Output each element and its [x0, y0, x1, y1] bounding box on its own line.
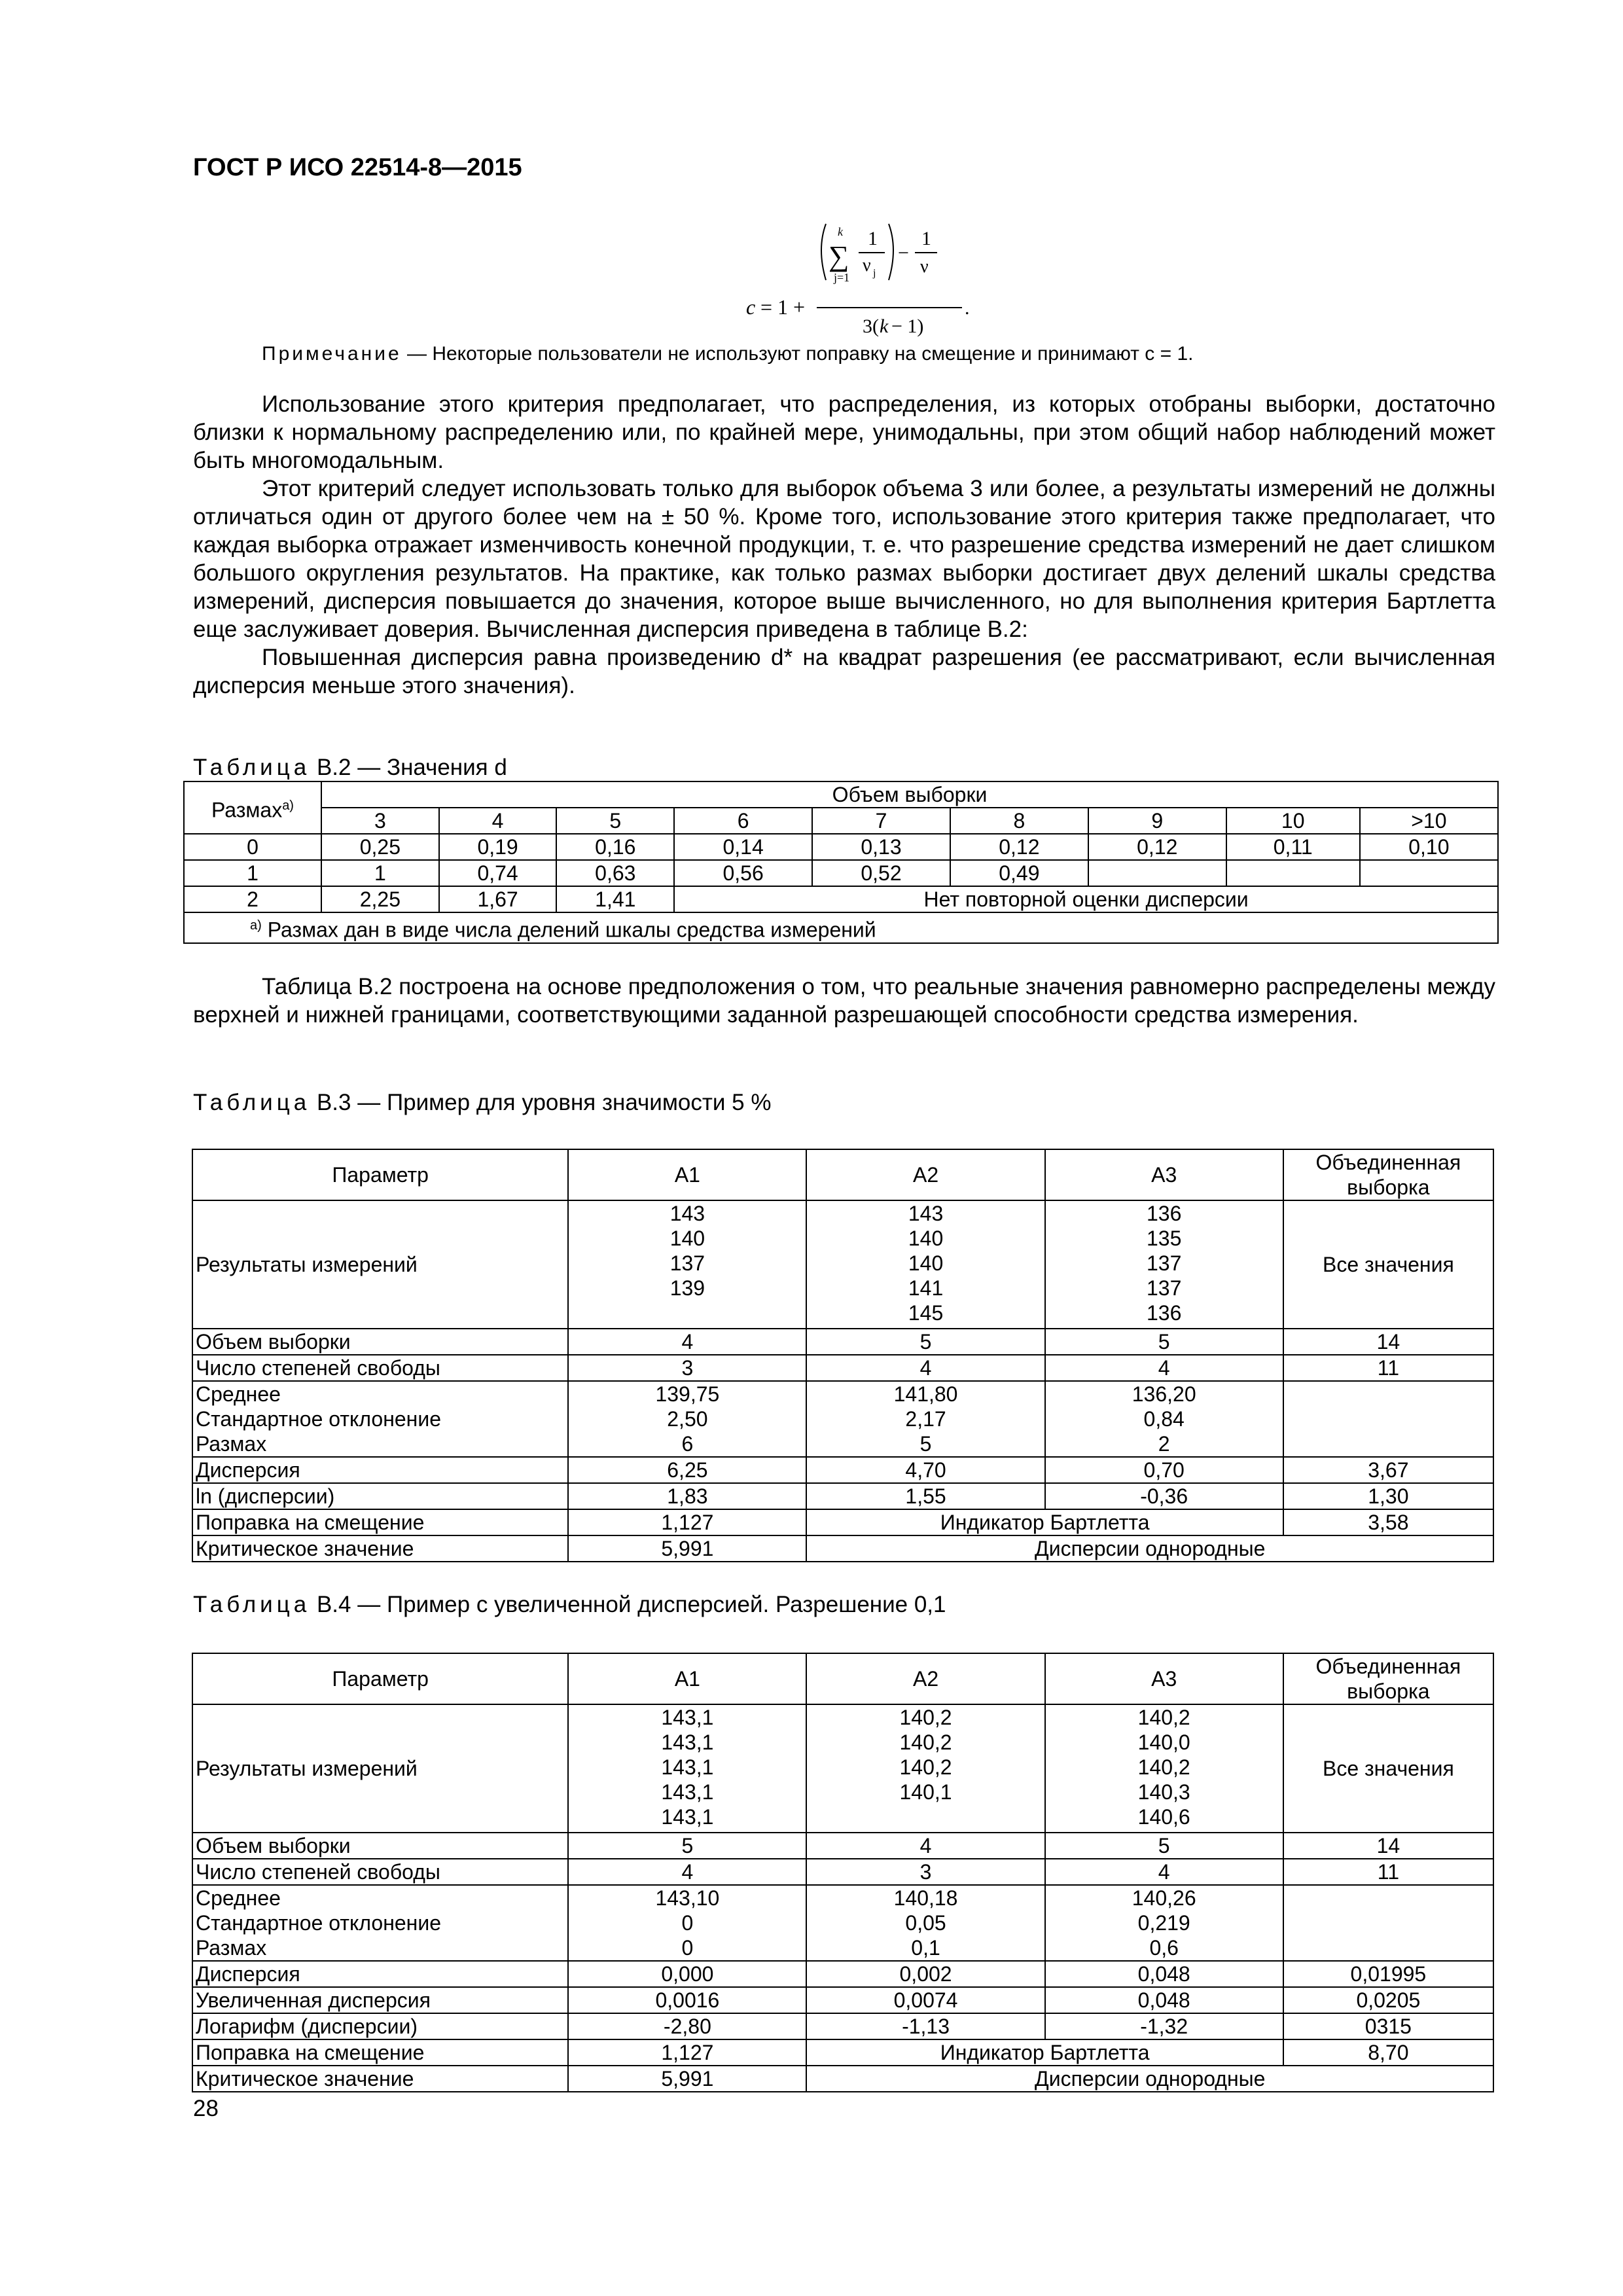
cell-line: 140,0 [1137, 1731, 1190, 1754]
cell-line: 141 [908, 1276, 944, 1300]
table-cell [1283, 1381, 1493, 1457]
table-cell [806, 1704, 1044, 1833]
row-label: Результаты измерений [192, 1704, 568, 1833]
table-cell: 0,52 [812, 860, 950, 886]
row-label: Результаты измерений [192, 1200, 568, 1329]
table-cell: 5,991 [568, 2066, 806, 2092]
row-label: ln (дисперсии) [192, 1483, 568, 1509]
table-cell: 5 [568, 1833, 806, 1859]
column-header: А2 [806, 1149, 1044, 1200]
cell-line: 136 [1146, 1301, 1182, 1325]
row-label: Логарифм (дисперсии) [192, 2013, 568, 2039]
column-header: 3 [321, 808, 439, 834]
table-cell: 3 [568, 1355, 806, 1381]
table-cell: 1,83 [568, 1483, 806, 1509]
row-label: Число степеней свободы [192, 1355, 568, 1381]
table-row [192, 1704, 1493, 1833]
table-cell: 0,10 [1360, 834, 1498, 860]
svg-text:1: 1 [868, 228, 878, 249]
table-cell: 1,55 [806, 1483, 1044, 1509]
table-cell: 11 [1283, 1355, 1493, 1381]
page-number: 28 [193, 2096, 219, 2121]
table-cell: 0,0074 [806, 1987, 1044, 2013]
cell-line: 137 [1146, 1276, 1182, 1300]
table-row [192, 1457, 1493, 1483]
cell-line: 0,219 [1137, 1911, 1190, 1935]
cell-line: 140 [908, 1251, 944, 1275]
table-row [192, 1859, 1493, 1885]
row-label: Объем выборки [192, 1833, 568, 1859]
row-label: Число степеней свободы [192, 1859, 568, 1885]
table-cell: -0,36 [1045, 1483, 1283, 1509]
row-label: Объем выборки [192, 1329, 568, 1355]
table-cell: 3,67 [1283, 1457, 1493, 1483]
table-cell [1045, 1704, 1283, 1833]
cell-line: 135 [1146, 1227, 1182, 1250]
row-label: Критическое значение [192, 2066, 568, 2092]
svg-text:j: j [873, 268, 876, 279]
svg-text:1: 1 [921, 228, 931, 249]
svg-text:− 1): − 1) [891, 315, 924, 337]
cell-line: 143,1 [661, 1706, 714, 1729]
table-b4-caption: Таблица В.4 — Пример с увеличенной дисперсией. Разрешение 0,1 [193, 1592, 946, 1617]
table-cell: Все значения [1283, 1704, 1493, 1833]
table-cell: 0,01995 [1283, 1961, 1493, 1987]
cell-line: 140,2 [899, 1755, 952, 1779]
table-row [192, 1483, 1493, 1509]
cell-line: 136 [1146, 1202, 1182, 1225]
cell-line: 2 [1158, 1432, 1170, 1456]
table-row [192, 1885, 1493, 1961]
cell-line: 140,3 [1137, 1780, 1190, 1804]
table-cell: 4 [1045, 1355, 1283, 1381]
table-row [192, 1653, 1493, 1704]
cell-line: 139,75 [655, 1382, 720, 1406]
row-label: Дисперсия [192, 1961, 568, 1987]
cell-line: 140,2 [1137, 1706, 1190, 1729]
column-header: 7 [812, 808, 950, 834]
table-cell [568, 1381, 806, 1457]
merged-cell: Дисперсии однородные [806, 1535, 1493, 1562]
table-cell: 2,25 [321, 886, 439, 912]
svg-text:ν: ν [863, 255, 871, 276]
body-text [193, 390, 1495, 700]
table-cell: -2,80 [568, 2013, 806, 2039]
table-cell: 0,74 [439, 860, 557, 886]
merged-cell: Нет повторной оценки дисперсии [674, 886, 1498, 912]
column-header: 9 [1088, 808, 1226, 834]
column-header: >10 [1360, 808, 1498, 834]
column-header: Параметр [192, 1653, 568, 1704]
razmah-header: Размах$^{а)}$ [184, 781, 321, 834]
table-cell [1045, 1200, 1283, 1329]
svg-text:∑: ∑ [829, 240, 849, 272]
column-header: 5 [556, 808, 674, 834]
row-label [192, 1381, 568, 1457]
body-text-2 [193, 973, 1495, 1029]
table-cell: 14 [1283, 1833, 1493, 1859]
table-cell: 3,58 [1283, 1509, 1493, 1535]
table-cell: 0,0205 [1283, 1987, 1493, 2013]
table-cell: -1,32 [1045, 2013, 1283, 2039]
table-cell [1226, 860, 1360, 886]
column-header: 4 [439, 808, 557, 834]
table-cell: 0,19 [439, 834, 557, 860]
cell-line: 6 [681, 1432, 694, 1456]
table-cell: 1,127 [568, 1509, 806, 1535]
table-cell: 6,25 [568, 1457, 806, 1483]
svg-text:j=1: j=1 [834, 271, 850, 284]
table-cell: 0,002 [806, 1961, 1044, 1987]
note-text: — Некоторые пользователи не используют поправку на смещение и принимают c = 1. [401, 343, 1194, 365]
table-row [192, 1833, 1493, 1859]
cell-line: 143 [669, 1202, 705, 1225]
document-header: ГОСТ Р ИСО 22514-8—2015 [193, 154, 522, 181]
table-row [192, 2013, 1493, 2039]
row-label: Поправка на смещение [192, 2039, 568, 2066]
column-header: А3 [1045, 1653, 1283, 1704]
table-cell: 0,70 [1045, 1457, 1283, 1483]
table-row [192, 1535, 1493, 1562]
table-cell [806, 1381, 1044, 1457]
table-row [192, 1987, 1493, 2013]
row-label: 0 [184, 834, 321, 860]
table-cell: 0,14 [674, 834, 812, 860]
cell-line: 140,18 [893, 1886, 958, 1910]
svg-text:.: . [965, 297, 970, 319]
row-label [192, 1885, 568, 1961]
cell-line: 0 [681, 1911, 694, 1935]
table-cell: 0,49 [950, 860, 1088, 886]
row-label: Дисперсия [192, 1457, 568, 1483]
svg-text:k: k [838, 225, 843, 238]
table-cell: 0315 [1283, 2013, 1493, 2039]
cell-line: 143,1 [661, 1755, 714, 1779]
cell-line: 0,05 [905, 1911, 946, 1935]
table-cell: 4 [806, 1355, 1044, 1381]
paragraph: Повышенная дисперсия равна произведению d* на квадрат разрешения (ее рассматривают, если вычисленная дисперсия меньше этого значения). [193, 645, 1495, 698]
table-row [192, 2039, 1493, 2066]
paragraph: Использование этого критерия предполагает, что распределения, из которых отобраны выборки, достаточно близки к нормальному распределению или, по крайней мере, унимодальны, при этом общий набор наблюдений может быть многомодальным. [193, 391, 1495, 473]
cell-line: Размах [196, 1936, 267, 1960]
table-cell [1360, 860, 1498, 886]
cell-line: 140 [669, 1227, 705, 1250]
svg-text:3(: 3( [863, 315, 879, 337]
table-cell: 0,25 [321, 834, 439, 860]
cell-line: 140,1 [899, 1780, 952, 1804]
cell-line: 143,1 [661, 1805, 714, 1829]
column-header: А1 [568, 1653, 806, 1704]
cell-line: 145 [908, 1301, 944, 1325]
table-cell [568, 1704, 806, 1833]
column-header: А3 [1045, 1149, 1283, 1200]
table-cell: 4,70 [806, 1457, 1044, 1483]
table-cell: 0,048 [1045, 1961, 1283, 1987]
column-header: Объединенная выборка [1283, 1653, 1493, 1704]
table-cell: 11 [1283, 1859, 1493, 1885]
table-cell: 0,16 [556, 834, 674, 860]
table-row [192, 1381, 1493, 1457]
cell-line: Стандартное отклонение [196, 1911, 441, 1935]
table-row [192, 1149, 1493, 1200]
table-cell [806, 1200, 1044, 1329]
cell-line: 140,2 [899, 1706, 952, 1729]
table-row [192, 1355, 1493, 1381]
table-cell [1045, 1885, 1283, 1961]
table-row [192, 1200, 1493, 1329]
cell-line: 140 [908, 1227, 944, 1250]
cell-line: 143,1 [661, 1731, 714, 1754]
table-b3 [192, 1149, 1494, 1562]
svg-text:−: − [898, 242, 909, 264]
table-cell: 4 [1045, 1859, 1283, 1885]
row-label: 1 [184, 860, 321, 886]
table-cell: 4 [568, 1859, 806, 1885]
paragraph: Таблица В.2 построена на основе предположения о том, что реальные значения равномерно распределены между верхней и нижней границами, соответствующими заданной разрешающей способности средства измерения. [193, 974, 1495, 1028]
cell-line: 5 [919, 1432, 932, 1456]
cell-line: 0,84 [1143, 1407, 1185, 1431]
table-cell: 5 [806, 1329, 1044, 1355]
merged-cell: Индикатор Бартлетта [806, 1509, 1283, 1535]
group-header: Объем выборки [321, 781, 1498, 808]
cell-line: 0,1 [911, 1936, 940, 1960]
svg-text:= 1 +: = 1 + [760, 295, 806, 319]
note-label: Примечание [262, 343, 402, 365]
cell-line: Среднее [196, 1886, 281, 1910]
table-cell: 8,70 [1283, 2039, 1493, 2066]
table-cell: 0,12 [1088, 834, 1226, 860]
table-row [192, 2066, 1493, 2092]
merged-cell: Индикатор Бартлетта [806, 2039, 1283, 2066]
cell-line: 2,50 [667, 1407, 708, 1431]
paragraph: Этот критерий следует использовать только для выборок объема 3 или более, а результаты измерений не должны отличаться один от другого более чем на ± 50 %. Кроме того, использование этого критерия также предполагает, что каждая выборка отражает изменчивость конечной продукции, т. е. что разрешение средства измерений не дает слишком большого округления результатов. На практике, как только размах выборки достигает двух делений шкалы средства измерений, дисперсия повышается до значения, которое выше вычисленного, но для выполнения критерия Бартлетта еще заслуживает доверия. Вычисленная дисперсия приведена в таблице В.2: [193, 476, 1495, 642]
table-cell [806, 1885, 1044, 1961]
table-cell: 0,048 [1045, 1987, 1283, 2013]
table-row [192, 1329, 1493, 1355]
table-row [192, 1509, 1493, 1535]
svg-text:ν: ν [920, 257, 929, 277]
cell-line: 143 [908, 1202, 944, 1225]
table-cell: 0,11 [1226, 834, 1360, 860]
table-b2-caption: Таблица В.2 — Значения d [193, 755, 507, 780]
table-b2 [183, 781, 1499, 944]
cell-line: 141,80 [893, 1382, 958, 1406]
cell-line: Стандартное отклонение [196, 1407, 441, 1431]
table-cell: 1,67 [439, 886, 557, 912]
table-cell: 1,127 [568, 2039, 806, 2066]
table-cell: 5 [1045, 1833, 1283, 1859]
table-b4 [192, 1653, 1494, 2092]
table-cell: 1,30 [1283, 1483, 1493, 1509]
cell-line: Среднее [196, 1382, 281, 1406]
table-cell: Все значения [1283, 1200, 1493, 1329]
cell-line: 140,2 [899, 1731, 952, 1754]
cell-line: 2,17 [905, 1407, 946, 1431]
table-cell: 1 [321, 860, 439, 886]
column-header: А1 [568, 1149, 806, 1200]
table-footnote: $^{а)}$ Размах дан в виде числа делений шкалы средства измерений [184, 912, 1498, 943]
table-cell: 5,991 [568, 1535, 806, 1562]
cell-line: 139 [669, 1276, 705, 1300]
row-label: Критическое значение [192, 1535, 568, 1562]
table-cell: -1,13 [806, 2013, 1044, 2039]
cell-line: 140,26 [1132, 1886, 1196, 1910]
note [262, 343, 1194, 365]
table-cell: 5 [1045, 1329, 1283, 1355]
column-header: 8 [950, 808, 1088, 834]
table-cell: 0,13 [812, 834, 950, 860]
table-cell [568, 1200, 806, 1329]
table-cell [1045, 1381, 1283, 1457]
bias-correction-formula [746, 216, 969, 340]
table-cell [1283, 1885, 1493, 1961]
column-header: 6 [674, 808, 812, 834]
cell-line: Размах [196, 1432, 267, 1456]
svg-text:k: k [880, 315, 889, 337]
cell-line: 140,6 [1137, 1805, 1190, 1829]
column-header: 10 [1226, 808, 1360, 834]
cell-line: 143,10 [655, 1886, 720, 1910]
column-header: Параметр [192, 1149, 568, 1200]
row-label: Поправка на смещение [192, 1509, 568, 1535]
column-header: Объединенная выборка [1283, 1149, 1493, 1200]
table-cell [568, 1885, 806, 1961]
table-cell: 4 [806, 1833, 1044, 1859]
column-header: А2 [806, 1653, 1044, 1704]
cell-line: 0 [681, 1936, 694, 1960]
table-cell: 0,0016 [568, 1987, 806, 2013]
table-cell: 0,12 [950, 834, 1088, 860]
table-cell: 1,41 [556, 886, 674, 912]
table-cell: 4 [568, 1329, 806, 1355]
cell-line: 140,2 [1137, 1755, 1190, 1779]
table-cell [1088, 860, 1226, 886]
row-label: 2 [184, 886, 321, 912]
table-cell: 0,56 [674, 860, 812, 886]
merged-cell: Дисперсии однородные [806, 2066, 1493, 2092]
cell-line: 143,1 [661, 1780, 714, 1804]
table-row [192, 1961, 1493, 1987]
cell-line: 0,6 [1149, 1936, 1179, 1960]
table-cell: 0,000 [568, 1961, 806, 1987]
table-cell: 3 [806, 1859, 1044, 1885]
table-b3-caption: Таблица В.3 — Пример для уровня значимости 5 % [193, 1090, 772, 1115]
table-cell: 14 [1283, 1329, 1493, 1355]
cell-line: 137 [669, 1251, 705, 1275]
table-cell: 0,63 [556, 860, 674, 886]
cell-line: 137 [1146, 1251, 1182, 1275]
cell-line: 136,20 [1132, 1382, 1196, 1406]
row-label: Увеличенная дисперсия [192, 1987, 568, 2013]
svg-text:c: c [746, 295, 756, 319]
